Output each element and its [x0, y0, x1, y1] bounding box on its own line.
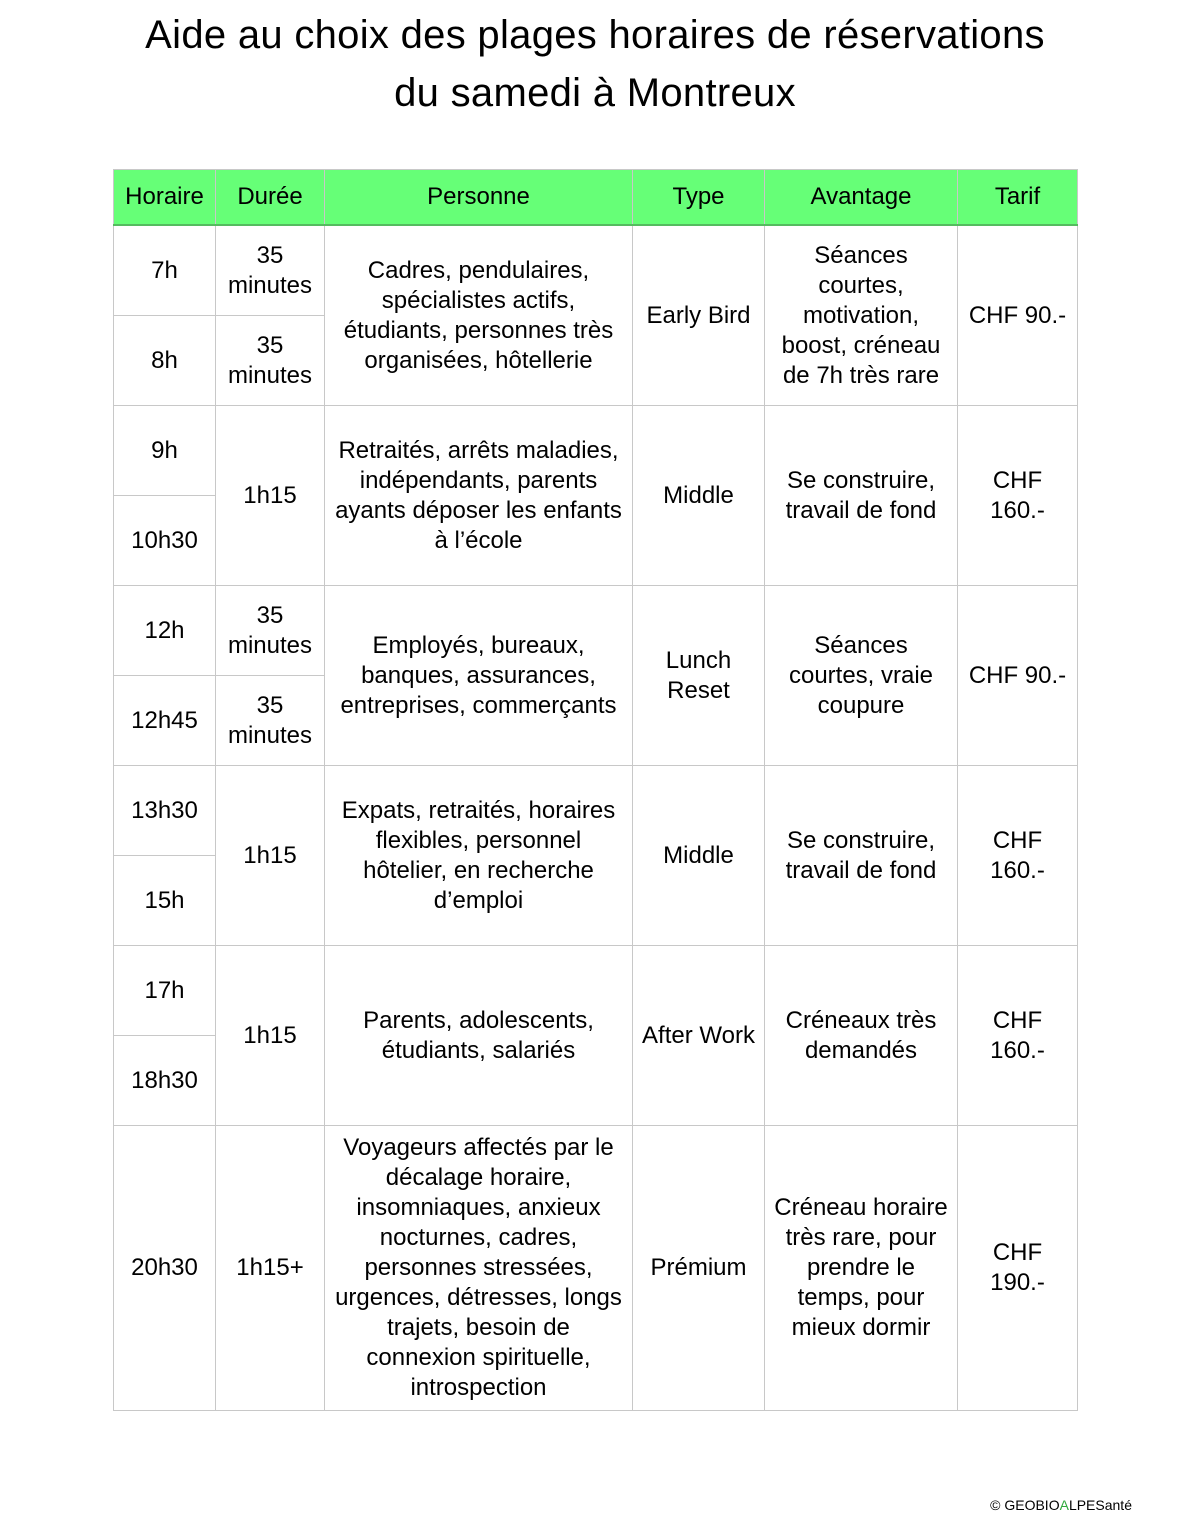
- cell-avantage: Se construire, travail de fond: [765, 406, 958, 586]
- brand-accent-letter: A: [1059, 1497, 1069, 1513]
- cell-avantage: Se construire, travail de fond: [765, 766, 958, 946]
- cell-tarif: CHF 160.-: [958, 766, 1078, 946]
- table-row: [114, 1126, 1078, 1411]
- title-line-2: du samedi à Montreux: [394, 71, 796, 115]
- header-type: Type: [633, 170, 765, 226]
- header-tarif: Tarif: [958, 170, 1078, 226]
- cell-horaire: 15h: [114, 856, 216, 946]
- header-personne: Personne: [325, 170, 633, 226]
- table-header-row: [114, 170, 1078, 226]
- header-avantage: Avantage: [765, 170, 958, 226]
- cell-avantage: Séances courtes, vraie coupure: [765, 586, 958, 766]
- cell-avantage: Créneaux très demandés: [765, 946, 958, 1126]
- cell-type: Early Bird: [633, 225, 765, 406]
- cell-personne: Expats, retraités, horaires flexibles, personnel hôtelier, en recherche d’emploi: [325, 766, 633, 946]
- cell-horaire: 18h30: [114, 1036, 216, 1126]
- cell-horaire: 12h45: [114, 676, 216, 766]
- cell-tarif: CHF 160.-: [958, 406, 1078, 586]
- cell-avantage: Créneau horaire très rare, pour prendre le temps, pour mieux dormir: [765, 1126, 958, 1411]
- cell-type: Middle: [633, 406, 765, 586]
- table-row: [114, 225, 1078, 316]
- cell-duree: 1h15: [216, 766, 325, 946]
- header-duree: Durée: [216, 170, 325, 226]
- copyright-footer: [990, 1496, 1132, 1514]
- cell-personne: Retraités, arrêts maladies, indépendants, parents ayants déposer les enfants à l’école: [325, 406, 633, 586]
- cell-horaire: 10h30: [114, 496, 216, 586]
- header-horaire: Horaire: [114, 170, 216, 226]
- cell-tarif: CHF 90.-: [958, 225, 1078, 406]
- cell-horaire: 20h30: [114, 1126, 216, 1411]
- table-row: [114, 586, 1078, 676]
- cell-duree: 35 minutes: [216, 225, 325, 316]
- page-title: [0, 6, 1190, 122]
- cell-personne: Parents, adolescents, étudiants, salariés: [325, 946, 633, 1126]
- cell-personne: Employés, bureaux, banques, assurances, entreprises, commerçants: [325, 586, 633, 766]
- cell-avantage: Séances courtes, motivation, boost, créneau de 7h très rare: [765, 225, 958, 406]
- schedule-table: [113, 169, 1078, 1411]
- cell-horaire: 8h: [114, 316, 216, 406]
- cell-tarif: CHF 90.-: [958, 586, 1078, 766]
- table-row: [114, 766, 1078, 856]
- cell-horaire: 7h: [114, 225, 216, 316]
- copyright-text: © GEOBIO: [990, 1497, 1060, 1513]
- cell-duree: 1h15+: [216, 1126, 325, 1411]
- cell-horaire: 17h: [114, 946, 216, 1036]
- cell-duree: 35 minutes: [216, 586, 325, 676]
- cell-duree: 1h15: [216, 406, 325, 586]
- cell-type: After Work: [633, 946, 765, 1126]
- cell-horaire: 9h: [114, 406, 216, 496]
- cell-duree: 35 minutes: [216, 316, 325, 406]
- cell-tarif: CHF 160.-: [958, 946, 1078, 1126]
- title-line-1: Aide au choix des plages horaires de réservations: [145, 13, 1045, 57]
- cell-type: Middle: [633, 766, 765, 946]
- brand-rest: LPESanté: [1068, 1497, 1132, 1513]
- cell-type: Lunch Reset: [633, 586, 765, 766]
- cell-duree: 35 minutes: [216, 676, 325, 766]
- table-row: [114, 406, 1078, 496]
- cell-horaire: 12h: [114, 586, 216, 676]
- cell-personne: Cadres, pendulaires, spécialistes actifs, étudiants, personnes très organisées, hôtellerie: [325, 225, 633, 406]
- cell-horaire: 13h30: [114, 766, 216, 856]
- table-row: [114, 946, 1078, 1036]
- cell-type: Prémium: [633, 1126, 765, 1411]
- cell-duree: 1h15: [216, 946, 325, 1126]
- cell-personne: Voyageurs affectés par le décalage horaire, insomniaques, anxieux nocturnes, cadres, personnes stressées, urgences, détresses, longs trajets, besoin de connexion spirituelle, introspection: [325, 1126, 633, 1411]
- cell-tarif: CHF 190.-: [958, 1126, 1078, 1411]
